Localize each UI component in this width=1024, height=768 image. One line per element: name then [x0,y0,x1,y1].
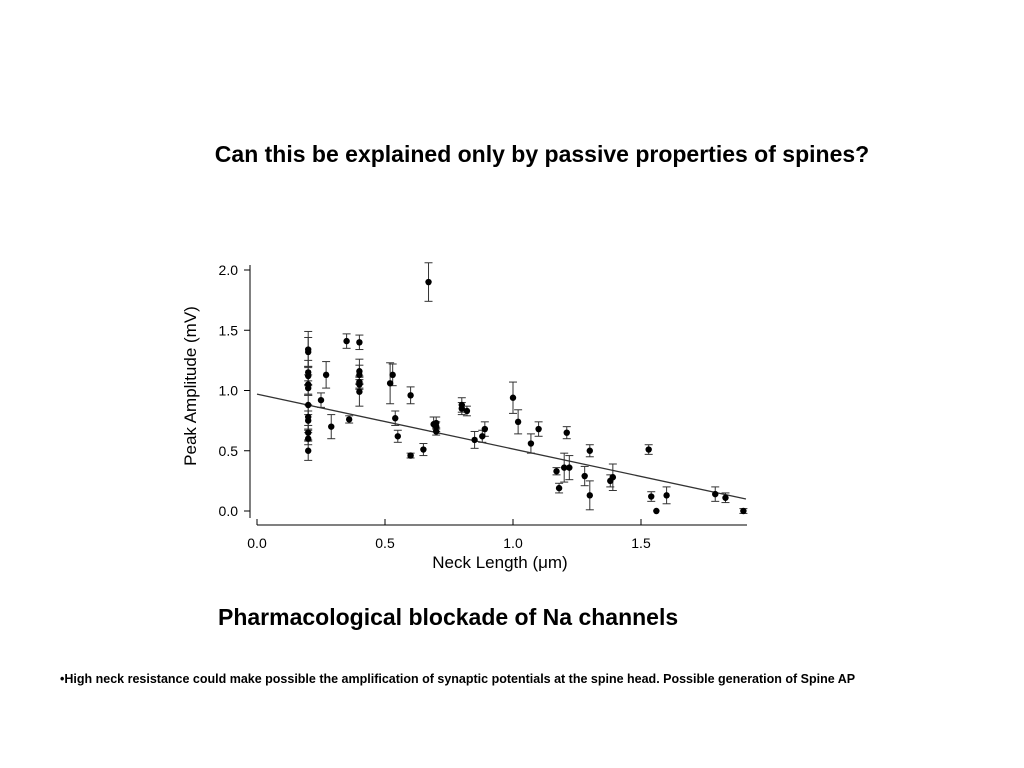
data-point [389,372,395,378]
data-point [356,372,362,378]
data-points [305,279,747,514]
data-point [305,349,311,355]
data-point [433,428,439,434]
x-tick-label: 0.5 [375,535,395,551]
data-point [648,493,654,499]
data-point [566,464,572,470]
data-point [587,448,593,454]
data-point [722,495,728,501]
data-point [581,473,587,479]
y-tick-label: 2.0 [218,262,238,278]
slide-note: •High neck resistance could make possible the amplification of synaptic potentials at the spine head. Possible generation of Spine AP [60,672,856,686]
fit-line [257,394,746,499]
data-point [346,416,352,422]
y-tick-label: 1.0 [218,382,238,399]
y-ticks [219,262,250,519]
data-point [305,436,311,442]
x-tick-label: 1.5 [631,535,651,551]
data-point [528,440,534,446]
data-point [740,508,746,514]
data-point [387,380,393,386]
data-point [356,381,362,387]
data-point [318,397,324,403]
data-point [395,433,401,439]
data-point [407,392,413,398]
x-ticks [247,519,651,551]
data-point [420,446,426,452]
x-tick-label: 1.0 [503,535,523,551]
data-point [645,446,651,452]
data-point [663,492,669,498]
data-point [482,426,488,432]
error-bars [304,263,747,514]
data-point [556,485,562,491]
data-point [425,279,431,285]
data-point [305,402,311,408]
slide-title: Can this be explained only by passive properties of spines? [214,141,870,167]
data-point [712,491,718,497]
data-point [323,372,329,378]
data-point [328,423,334,429]
y-axis-title: Peak Amplitude (mV) [181,306,200,466]
data-point [510,395,516,401]
data-point [587,492,593,498]
data-point [479,433,485,439]
data-point [610,474,616,480]
data-point [407,452,413,458]
y-tick-label: 1.5 [218,322,238,339]
data-point [535,426,541,432]
data-point [305,373,311,379]
y-tick-label: 0.0 [218,503,238,519]
data-point [343,338,349,344]
data-point [392,415,398,421]
data-point [653,508,659,514]
data-point [471,437,477,443]
data-point [305,417,311,423]
fit-line-group [257,394,746,499]
y-tick-label: 0.5 [218,442,238,459]
slide-subtitle: Pharmacological blockade of Na channels [218,604,679,630]
x-axis-title: Neck Length (μm) [432,553,568,572]
data-point [305,448,311,454]
data-point [356,389,362,395]
data-point [305,429,311,435]
data-point [564,429,570,435]
data-point [553,468,559,474]
data-point [305,385,311,391]
data-point [464,408,470,414]
data-point [356,339,362,345]
x-tick-label: 0.0 [247,535,267,551]
data-point [515,419,521,425]
